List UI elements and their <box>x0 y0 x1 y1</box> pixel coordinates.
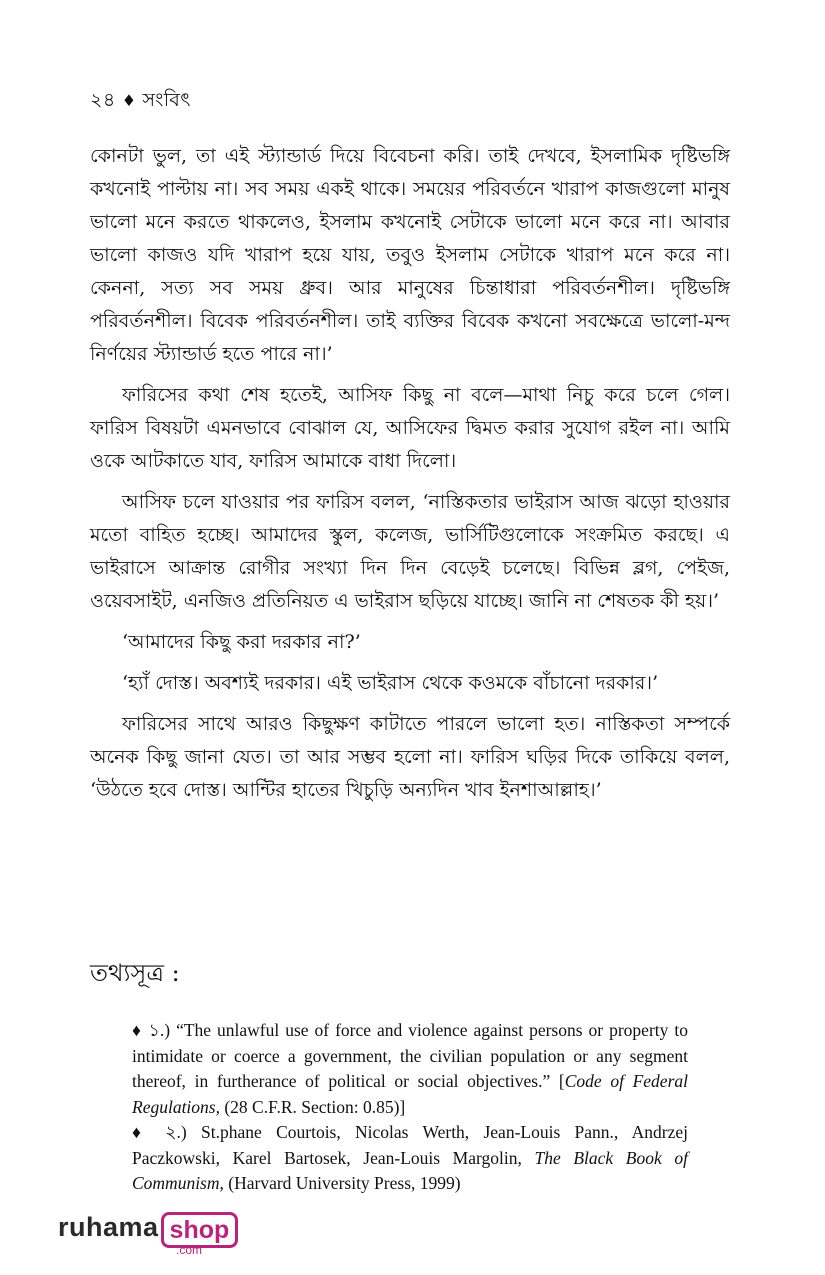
paragraph: কোনটা ভুল, তা এই স্ট্যান্ডার্ড দিয়ে বিবেচনা করি। তাই দেখবে, ইসলামিক দৃষ্টিভঙ্গি কখনোই পাল্টায় না। সব সময় একই থাকে। সময়ের পরিবর্তনে খারাপ কাজগুলো মানুষ ভালো মনে করতে থাকলেও, ইসলাম কখনোই সেটাকে ভালো মনে করে না। আবার ভালো কাজও যদি খারাপ হয়ে যায়, তবুও ইসলাম সেটাকে খারাপ মনে করে না। কেননা, সত্য সব সময় ধ্রুব। আর মানুষের চিন্তাধারা পরিবর্তনশীল। দৃষ্টিভঙ্গি পরিবর্তনশীল। বিবেক পরিবর্তনশীল। তাই ব্যক্তির বিবেক কখনো সবক্ষেত্রে ভালো-মন্দ নির্ণয়ের স্ট্যান্ডার্ড হতে পারে না।’ <box>90 145 730 365</box>
footnote-italic: The Black Book of Communism <box>132 1147 688 1193</box>
paragraph: ফারিসের কথা শেষ হতেই, আসিফ কিছু না বলে—মাথা নিচু করে চলে গেল। ফারিস বিষয়টা এমনভাবে বোঝাল যে, আসিফের দ্বিমত করার সুযোগ রইল না। আমি ওকে আটকাতে যাব, ফারিস আমাকে বাধা দিলো। <box>90 384 730 472</box>
diamond-icon: ♦ <box>121 91 137 110</box>
ruhama-shop-logo <box>58 1212 238 1257</box>
logo-domain: .com <box>176 1243 203 1257</box>
footnote-1 <box>132 1018 688 1120</box>
logo-brand: ruhama <box>58 1212 159 1242</box>
book-title: সংবিৎ <box>142 89 191 111</box>
sources-heading: তথ্যসূত্র : <box>90 959 180 987</box>
footnote-tail: , (Harvard University Press, 1999) <box>219 1173 461 1193</box>
footnote-marker: ♦ ১.) <box>132 1020 171 1040</box>
footnote-marker: ♦ ২.) <box>132 1122 187 1142</box>
footnote-italic: Code of Federal Regulations, <box>132 1071 688 1117</box>
footnote-tail: (28 C.F.R. Section: 0.85)] <box>219 1096 406 1117</box>
main-text <box>90 140 730 815</box>
logo-shop: shop <box>161 1212 239 1248</box>
footnote-2 <box>132 1120 688 1197</box>
page-number: ২৪ <box>90 89 116 111</box>
paragraph: ‘আমাদের কিছু করা দরকার না?’ <box>122 631 361 653</box>
paragraph: আসিফ চলে যাওয়ার পর ফারিস বলল, ‘নাস্তিকতার ভাইরাস আজ ঝড়ো হাওয়ার মতো বাহিত হচ্ছে। আমাদের স্কুল, কলেজ, ভার্সিটিগুলোকে সংক্রমিত করছে। এ ভাইরাসে আক্রান্ত রোগীর সংখ্যা দিন দিন বেড়েই চলেছে। বিভিন্ন ব্লগ, পেইজ, ওয়েবসাইট, এনজিও প্রতিনিয়ত এ ভাইরাস ছড়িয়ে যাচ্ছে। জানি না শেষতক কী হয়।’ <box>90 491 730 612</box>
footnote-text: “The unlawful use of force and violence against persons or property to intimidate or coerce a government, the civilian population or any segment thereof, in furtherance of political or social objectives.” [ <box>132 1020 688 1091</box>
footnotes <box>132 1018 688 1197</box>
page-header <box>90 86 191 118</box>
paragraph: ‘হ্যাঁ দোস্ত। অবশ্যই দরকার। এই ভাইরাস থেকে কওমকে বাঁচানো দরকার।’ <box>122 672 659 694</box>
paragraph: ফারিসের সাথে আরও কিছুক্ষণ কাটাতে পারলে ভালো হত। নাস্তিকতা সম্পর্কে অনেক কিছু জানা যেত। তা আর সম্ভব হলো না। ফারিস ঘড়ির দিকে তাকিয়ে বলল, ‘উঠতে হবে দোস্ত। আন্টির হাতের খিচুড়ি অন্যদিন খাব ইনশাআল্লাহ।’ <box>90 713 730 801</box>
footnote-text: St.phane Courtois, Nicolas Werth, Jean-Louis Pann., Andrzej Paczkowski, Karel Bartosek, Jean-Louis Margolin, <box>132 1122 688 1168</box>
